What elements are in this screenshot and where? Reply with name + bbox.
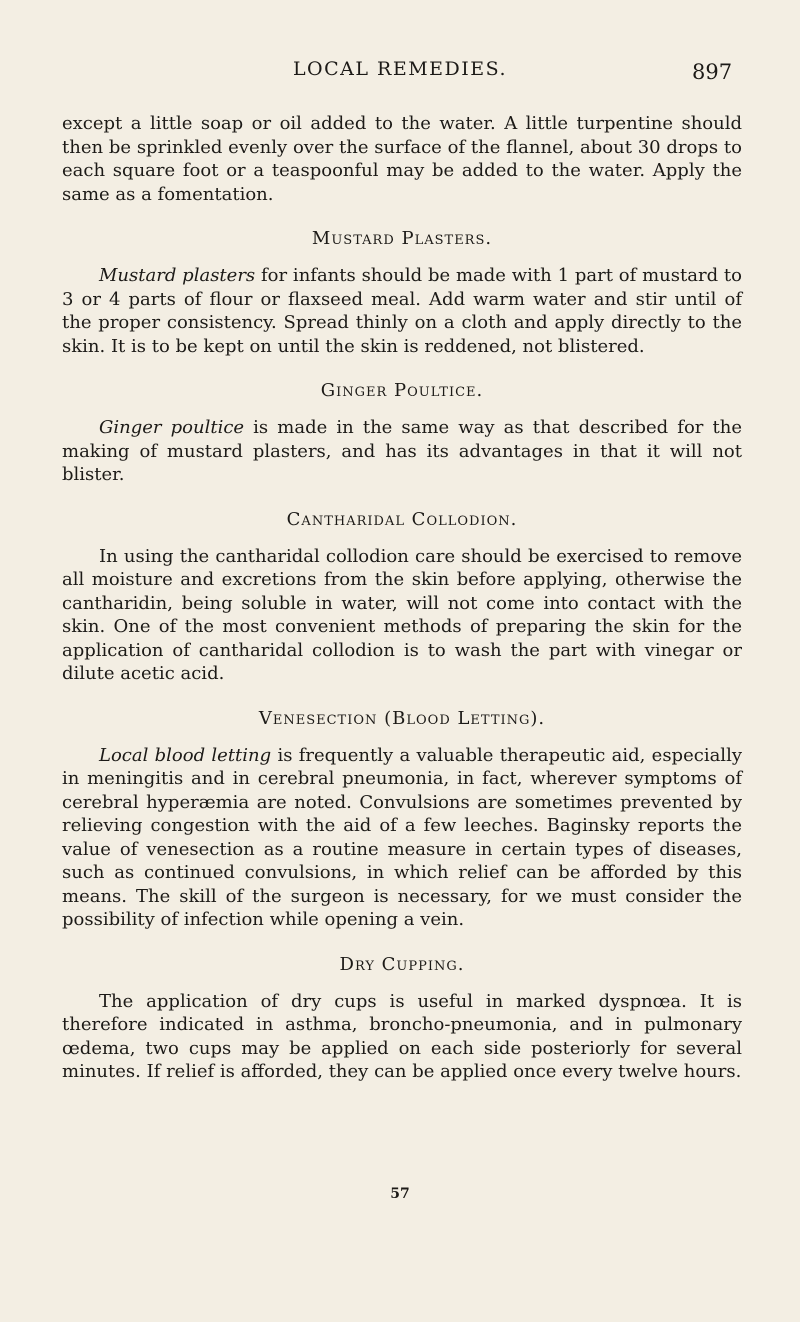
ginger-text: is made in the same way as that described for the making of mustard plasters, and has its advantages in that it will not blister. <box>62 417 742 485</box>
heading-mustard-plasters: Mustard Plasters. <box>311 228 493 249</box>
mustard-paragraph <box>62 264 742 358</box>
intro-paragraph: except a little soap or oil added to the water. A little turpentine should then be sprinkled evenly over the surface of the flannel, about 30 drops to each square foot or a teaspoonful may be added to the water. Apply the same as a fomentation. <box>62 113 742 205</box>
heading-cantharidal-collodion: Cantharidal Collodion. <box>286 508 518 530</box>
ginger-lead: Ginger poultice <box>99 417 245 438</box>
ginger-paragraph <box>62 416 742 487</box>
mustard-lead: Mustard plasters <box>99 265 256 286</box>
cantharidal-paragraph: In using the cantharidal collodion care should be exercised to remove all moisture and excretions from the skin before applying, otherwise the cantharidin, being soluble in water, will not come into contact with the skin. One of the most convenient methods of preparing the skin for the application of cantharidal collodion is to wash the part with vinegar or dilute acetic acid. <box>62 545 742 684</box>
running-title: LOCAL REMEDIES. <box>292 58 508 80</box>
heading-dry-cupping: Dry Cupping. <box>339 953 465 975</box>
venesection-text: is frequently a valuable therapeutic aid, especially in meningitis and in cerebral pneumonia, in fact, wherever symptoms of cerebral hyperæmia are noted. Convulsions are sometimes prevented by relieving congestion with the aid of a few leeches. Baginsky reports the value of venesection as a routine measure in certain types of diseases, such as continued convulsions, in which relief can be afforded by this means. The skill of the surgeon is necessary, for we must consider the possibility of infection while opening a vein. <box>62 744 742 930</box>
mustard-text: for infants should be made with 1 part of mustard to 3 or 4 parts of flour or flaxseed meal. Add warm water and stir until of the proper consistency. Spread thinly on a cloth and apply directly to the skin. It is to be kept on until the skin is reddened, not blistered. <box>62 265 742 357</box>
body-text <box>62 112 742 1084</box>
heading-venesection: Venesection (Blood Letting). <box>258 707 546 729</box>
venesection-lead: Local blood letting <box>99 744 272 766</box>
heading-ginger-poultice: Ginger Poultice. <box>320 380 484 401</box>
signature-mark: 57 <box>390 1186 410 1202</box>
cupping-paragraph: The application of dry cups is useful in marked dyspnœa. It is therefore indicated in asthma, broncho-pneumonia, and in pulmonary œdema, two cups may be applied on each side posteriorly for several minutes. If relief is afforded, they can be applied once every twelve hours. <box>62 990 742 1082</box>
venesection-paragraph <box>62 744 742 932</box>
page-number: 897 <box>692 60 733 84</box>
